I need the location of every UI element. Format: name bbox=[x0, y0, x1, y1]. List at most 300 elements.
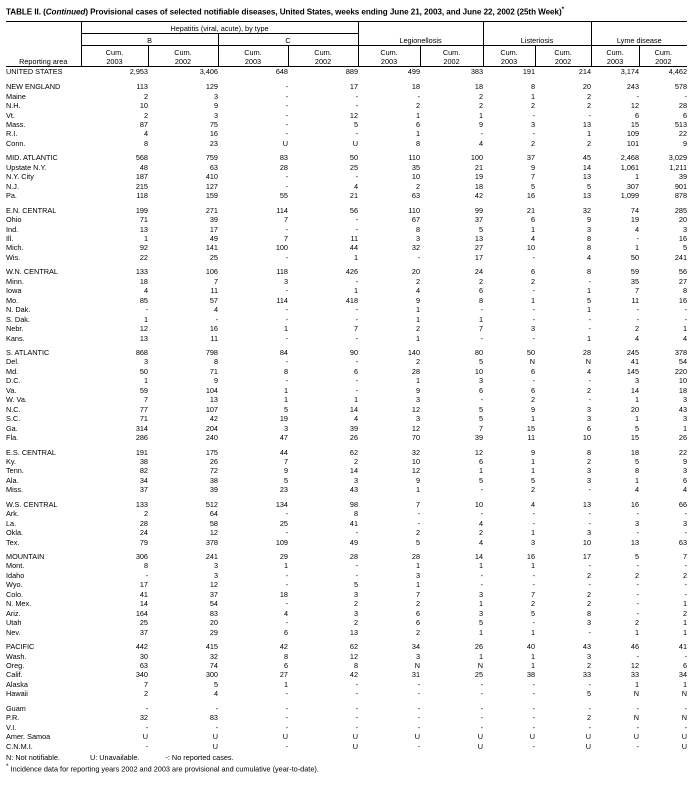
value-cell: 1 bbox=[143, 233, 148, 243]
value-cell: 75 bbox=[209, 120, 218, 129]
value-cell: 2 bbox=[415, 101, 421, 111]
value-cell: 85 bbox=[139, 295, 148, 305]
value-cell: 1 bbox=[586, 305, 592, 315]
value-cell: - bbox=[532, 679, 536, 689]
reporting-area-cell: S. Dak. bbox=[6, 314, 30, 324]
table-row bbox=[6, 367, 687, 376]
value-cell: U bbox=[352, 732, 359, 742]
value-cell: 42 bbox=[209, 414, 218, 424]
value-cell: 18 bbox=[411, 82, 421, 92]
footnote-incidence-text: Incidence data for reporting years 2002 and 2003 are provisional and cumulative (year-to-date). bbox=[8, 764, 319, 774]
reporting-area-cell: Okla. bbox=[6, 528, 24, 538]
value-cell: 13 bbox=[349, 627, 359, 637]
table-row bbox=[6, 732, 687, 741]
value-cell: 3 bbox=[682, 224, 688, 234]
reporting-area-cell: MID. ATLANTIC bbox=[6, 153, 58, 163]
table-row bbox=[6, 704, 687, 713]
value-cell: 26 bbox=[678, 433, 688, 443]
reporting-area-cell: Minn. bbox=[6, 276, 24, 286]
header-hepb-2003 bbox=[81, 46, 148, 67]
value-cell: - bbox=[532, 376, 536, 386]
value-cell: - bbox=[285, 224, 288, 234]
value-cell: 4 bbox=[353, 181, 359, 191]
value-cell: - bbox=[636, 314, 640, 324]
value-cell: 17 bbox=[209, 224, 218, 234]
value-cell: 13 bbox=[139, 224, 148, 234]
value-cell: 13 bbox=[209, 395, 218, 405]
year-label: 2003 bbox=[380, 56, 398, 66]
value-cell: 25 bbox=[209, 252, 218, 262]
value-cell: 10 bbox=[411, 172, 421, 182]
value-cell: 4 bbox=[213, 689, 218, 699]
header-listeria-2002 bbox=[535, 46, 591, 67]
value-cell: 2 bbox=[586, 570, 592, 580]
value-cell: 499 bbox=[407, 67, 421, 77]
value-cell: 5 bbox=[283, 404, 288, 414]
value-cell: - bbox=[355, 357, 359, 367]
value-cell: 2 bbox=[530, 101, 536, 111]
value-cell: 110 bbox=[408, 153, 421, 163]
table-row bbox=[6, 519, 687, 528]
value-cell: 6 bbox=[283, 661, 288, 671]
value-cell: 10 bbox=[411, 456, 421, 466]
value-cell: - bbox=[285, 376, 288, 386]
value-cell: 109 bbox=[275, 537, 288, 547]
value-cell: U bbox=[585, 732, 592, 742]
reporting-area-cell: Nebr. bbox=[6, 324, 24, 334]
reporting-area-cell: Pa. bbox=[6, 191, 17, 201]
table-row-region bbox=[6, 348, 687, 357]
value-cell: 25 bbox=[279, 518, 288, 528]
value-cell: 1 bbox=[530, 627, 536, 637]
page-title bbox=[6, 5, 687, 18]
value-cell: - bbox=[355, 224, 359, 234]
value-cell: - bbox=[285, 181, 288, 191]
year-label: 2002 bbox=[554, 56, 572, 66]
value-cell: 7 bbox=[213, 276, 218, 286]
value-cell: 1 bbox=[530, 561, 536, 571]
table-row bbox=[6, 590, 687, 599]
value-cell: 4 bbox=[530, 233, 536, 243]
value-cell: 4 bbox=[478, 518, 484, 528]
table-row bbox=[6, 92, 687, 101]
header-group-listeriosis-top bbox=[483, 22, 591, 34]
value-cell: - bbox=[684, 91, 688, 101]
value-cell: 43 bbox=[678, 404, 688, 414]
value-cell: 55 bbox=[279, 191, 288, 201]
value-cell: 12 bbox=[411, 466, 421, 476]
value-cell: 3 bbox=[682, 414, 688, 424]
value-cell: 2 bbox=[530, 599, 536, 609]
value-cell: 14 bbox=[139, 599, 148, 609]
value-cell: N bbox=[477, 661, 484, 671]
value-cell: 2 bbox=[143, 110, 148, 120]
table-row bbox=[6, 609, 687, 618]
value-cell: - bbox=[588, 110, 592, 120]
value-cell: 10 bbox=[582, 433, 592, 443]
value-cell: 1 bbox=[478, 466, 484, 476]
value-cell: 1 bbox=[415, 580, 421, 590]
table-row bbox=[6, 742, 687, 751]
reporting-area-cell: Ky. bbox=[6, 456, 17, 466]
value-cell: 11 bbox=[527, 433, 536, 443]
value-cell: 4 bbox=[682, 333, 688, 343]
reporting-area-cell: Utah bbox=[6, 618, 22, 628]
value-cell: 7 bbox=[143, 679, 148, 689]
value-cell: 18 bbox=[678, 385, 688, 395]
value-cell: 50 bbox=[139, 366, 148, 376]
value-cell: 38 bbox=[209, 475, 218, 485]
value-cell: 13 bbox=[582, 191, 592, 201]
value-cell: 34 bbox=[139, 475, 148, 485]
value-cell: - bbox=[355, 713, 359, 723]
value-cell: - bbox=[532, 689, 536, 699]
value-cell: 23 bbox=[279, 485, 288, 495]
reporting-area-cell: Fla. bbox=[6, 433, 19, 443]
value-cell: - bbox=[215, 703, 218, 713]
value-cell: 10 bbox=[678, 376, 688, 386]
value-cell: 70 bbox=[411, 433, 421, 443]
value-cell: 4 bbox=[143, 129, 148, 139]
value-cell: - bbox=[684, 314, 688, 324]
table-row bbox=[6, 628, 687, 637]
value-cell: 2 bbox=[478, 101, 484, 111]
value-cell: 6 bbox=[682, 661, 688, 671]
table-row bbox=[6, 680, 687, 689]
value-cell: 7 bbox=[143, 395, 148, 405]
value-cell: - bbox=[480, 679, 484, 689]
cum-label: Cum. bbox=[442, 48, 461, 57]
table-row bbox=[6, 395, 687, 404]
value-cell: - bbox=[636, 608, 640, 618]
reporting-area-cell: Wash. bbox=[6, 651, 27, 661]
value-cell: - bbox=[285, 305, 288, 315]
value-cell: - bbox=[145, 703, 148, 713]
value-cell: 5 bbox=[586, 689, 592, 699]
table-row bbox=[6, 172, 687, 181]
value-cell: 1 bbox=[634, 243, 640, 253]
value-cell: 46 bbox=[630, 642, 640, 652]
value-cell: 18 bbox=[139, 276, 148, 286]
value-cell: 17 bbox=[474, 252, 484, 262]
value-cell: 2 bbox=[586, 713, 592, 723]
value-cell: 5 bbox=[586, 181, 592, 191]
table-row bbox=[6, 424, 687, 433]
value-cell: 19 bbox=[630, 215, 640, 225]
header-reporting-area: Reporting area bbox=[6, 46, 81, 67]
value-cell: 1 bbox=[530, 456, 536, 466]
value-cell: 5 bbox=[682, 243, 688, 253]
value-cell: 191 bbox=[522, 67, 536, 77]
footnote-block bbox=[6, 753, 687, 775]
value-cell: - bbox=[636, 651, 640, 661]
table-head bbox=[6, 22, 687, 67]
header-group-row bbox=[6, 22, 687, 34]
value-cell: 2 bbox=[415, 357, 421, 367]
value-cell: 8 bbox=[586, 267, 592, 277]
value-cell: 1 bbox=[634, 475, 640, 485]
value-cell: 59 bbox=[630, 267, 640, 277]
value-cell: 307 bbox=[626, 181, 640, 191]
value-cell: - bbox=[636, 741, 640, 751]
value-cell: 104 bbox=[205, 385, 218, 395]
value-cell: 2 bbox=[353, 599, 359, 609]
table-row bbox=[6, 599, 687, 608]
value-cell: - bbox=[285, 689, 288, 699]
value-cell: 10 bbox=[582, 537, 592, 547]
table-row bbox=[6, 386, 687, 395]
value-cell: - bbox=[532, 741, 536, 751]
value-cell: - bbox=[588, 703, 592, 713]
value-cell: 9 bbox=[213, 101, 218, 111]
year-label: 2003 bbox=[606, 56, 624, 66]
value-cell: 3 bbox=[213, 570, 218, 580]
value-cell: 113 bbox=[136, 82, 148, 92]
value-cell: 4 bbox=[478, 537, 484, 547]
header-sub-hepatitis-c: C bbox=[218, 34, 358, 46]
table-row bbox=[6, 234, 687, 243]
header-listeria-2003 bbox=[483, 46, 535, 67]
value-cell: 2 bbox=[415, 528, 421, 538]
table-row bbox=[6, 689, 687, 698]
value-cell: 7 bbox=[530, 589, 536, 599]
value-cell: 6 bbox=[283, 627, 288, 637]
value-cell: - bbox=[215, 722, 218, 732]
value-cell: 3 bbox=[415, 395, 421, 405]
value-cell: 1 bbox=[682, 423, 688, 433]
reporting-area-cell: MOUNTAIN bbox=[6, 552, 45, 562]
table-row bbox=[6, 324, 687, 333]
value-cell: 32 bbox=[582, 205, 592, 215]
value-cell: 3,406 bbox=[199, 67, 218, 77]
value-cell: - bbox=[588, 518, 592, 528]
footnote-marker: * bbox=[6, 763, 9, 771]
year-label: 2002 bbox=[655, 56, 672, 66]
header-blank-corner bbox=[6, 22, 81, 34]
table-row bbox=[6, 661, 687, 670]
value-cell: 187 bbox=[135, 172, 148, 182]
value-cell: 11 bbox=[631, 295, 640, 305]
value-cell: 26 bbox=[474, 642, 484, 652]
value-cell: - bbox=[588, 627, 592, 637]
value-cell: - bbox=[417, 722, 421, 732]
table-row bbox=[6, 305, 687, 314]
value-cell: 10 bbox=[474, 366, 484, 376]
value-cell: - bbox=[285, 528, 288, 538]
value-cell: 8 bbox=[353, 661, 359, 671]
value-cell: 5 bbox=[478, 475, 484, 485]
value-cell: 1 bbox=[682, 324, 688, 334]
value-cell: - bbox=[285, 110, 288, 120]
value-cell: 32 bbox=[411, 243, 421, 253]
value-cell: U bbox=[681, 732, 688, 742]
value-cell: 2 bbox=[353, 618, 359, 628]
value-cell: - bbox=[417, 679, 421, 689]
value-cell: 35 bbox=[630, 276, 640, 286]
value-cell: - bbox=[355, 703, 359, 713]
value-cell: 199 bbox=[135, 205, 148, 215]
value-cell: 26 bbox=[349, 433, 359, 443]
value-cell: 243 bbox=[626, 82, 640, 92]
value-cell: 37 bbox=[139, 485, 148, 495]
cum-label: Cum. bbox=[174, 48, 192, 57]
reporting-area-cell: Hawaii bbox=[6, 689, 28, 699]
value-cell: 4 bbox=[634, 333, 640, 343]
value-cell: 4 bbox=[213, 305, 218, 315]
value-cell: 32 bbox=[411, 447, 421, 457]
value-cell: 8 bbox=[586, 447, 592, 457]
value-cell: - bbox=[480, 580, 484, 590]
value-cell: 114 bbox=[276, 295, 288, 305]
value-cell: 18 bbox=[474, 82, 484, 92]
value-cell: 12 bbox=[630, 661, 640, 671]
value-cell: 12 bbox=[139, 324, 148, 334]
value-cell: 99 bbox=[474, 205, 484, 215]
value-cell: - bbox=[355, 314, 359, 324]
value-cell: - bbox=[355, 679, 359, 689]
value-cell: N bbox=[585, 357, 592, 367]
reporting-area-cell: P.R. bbox=[6, 713, 20, 723]
value-cell: 191 bbox=[135, 447, 148, 457]
value-cell: U bbox=[142, 732, 148, 742]
value-cell: 2 bbox=[415, 627, 421, 637]
table-row bbox=[6, 225, 687, 234]
value-cell: 16 bbox=[209, 129, 218, 139]
value-cell: 2 bbox=[143, 91, 148, 101]
value-cell: 3 bbox=[353, 608, 359, 618]
value-cell: 21 bbox=[526, 205, 536, 215]
value-cell: 39 bbox=[209, 485, 218, 495]
value-cell: 3 bbox=[682, 466, 688, 476]
value-cell: - bbox=[588, 324, 592, 334]
reporting-area-cell: PACIFIC bbox=[6, 642, 35, 652]
value-cell: 2 bbox=[682, 570, 688, 580]
value-cell: 1 bbox=[530, 91, 536, 101]
header-sub-hepatitis-b: B bbox=[81, 34, 218, 46]
value-cell: - bbox=[532, 129, 536, 139]
value-cell: 54 bbox=[678, 357, 688, 367]
value-cell: 5 bbox=[586, 295, 592, 305]
value-cell: 5 bbox=[478, 224, 484, 234]
table-row-region bbox=[6, 206, 687, 215]
value-cell: 6 bbox=[634, 110, 640, 120]
header-blank-corner-2 bbox=[6, 34, 81, 46]
value-cell: 145 bbox=[626, 366, 640, 376]
value-cell: - bbox=[480, 305, 484, 315]
value-cell: 418 bbox=[345, 295, 359, 305]
value-cell: 23 bbox=[209, 138, 218, 148]
value-cell: 5 bbox=[353, 580, 359, 590]
value-cell: 74 bbox=[630, 205, 640, 215]
value-cell: - bbox=[532, 509, 536, 519]
value-cell: 39 bbox=[349, 423, 359, 433]
value-cell: 3 bbox=[682, 518, 688, 528]
value-cell: 5 bbox=[530, 181, 536, 191]
table-row bbox=[6, 101, 687, 110]
value-cell: 49 bbox=[209, 233, 218, 243]
value-cell: 9 bbox=[530, 404, 536, 414]
value-cell: 39 bbox=[209, 215, 218, 225]
value-cell: 44 bbox=[279, 447, 288, 457]
value-cell: 44 bbox=[349, 243, 359, 253]
value-cell: 5 bbox=[634, 456, 640, 466]
reporting-area-cell: Guam bbox=[6, 703, 26, 713]
value-cell: 133 bbox=[135, 267, 148, 277]
value-cell: - bbox=[636, 509, 640, 519]
value-cell: 285 bbox=[674, 205, 688, 215]
value-cell: 1 bbox=[478, 314, 484, 324]
reporting-area-cell: R.I. bbox=[6, 129, 18, 139]
value-cell: 2 bbox=[478, 528, 484, 538]
value-cell: 9 bbox=[415, 385, 421, 395]
value-cell: 8 bbox=[530, 82, 536, 92]
reporting-area-cell: Kans. bbox=[6, 333, 25, 343]
value-cell: 2 bbox=[415, 181, 421, 191]
table-row bbox=[6, 376, 687, 385]
value-cell: 18 bbox=[474, 181, 484, 191]
value-cell: 1 bbox=[478, 599, 484, 609]
value-cell: 7 bbox=[283, 233, 288, 243]
value-cell: 3 bbox=[213, 91, 218, 101]
header-lyme-2003 bbox=[591, 46, 639, 67]
value-cell: 20 bbox=[678, 215, 688, 225]
value-cell: 66 bbox=[678, 499, 688, 509]
value-cell: 6 bbox=[478, 286, 484, 296]
value-cell: 2 bbox=[143, 509, 148, 519]
value-cell: 134 bbox=[275, 499, 288, 509]
value-cell: 27 bbox=[678, 276, 688, 286]
table-row bbox=[6, 485, 687, 494]
value-cell: 3 bbox=[530, 324, 536, 334]
header-hepb-2002 bbox=[148, 46, 218, 67]
value-cell: 74 bbox=[209, 661, 218, 671]
value-cell: U bbox=[529, 732, 536, 742]
value-cell: 2 bbox=[586, 661, 592, 671]
value-cell: - bbox=[285, 129, 288, 139]
year-label: 2003 bbox=[500, 56, 518, 66]
value-cell: - bbox=[417, 509, 421, 519]
value-cell: 2 bbox=[143, 689, 148, 699]
value-cell: - bbox=[480, 395, 484, 405]
value-cell: 34 bbox=[678, 670, 688, 680]
value-cell: 6 bbox=[353, 366, 359, 376]
value-cell: 63 bbox=[139, 661, 148, 671]
value-cell: 63 bbox=[209, 162, 218, 172]
value-cell: - bbox=[588, 485, 592, 495]
value-cell: 28 bbox=[411, 366, 421, 376]
table-row-region bbox=[6, 448, 687, 457]
table-body bbox=[6, 67, 687, 751]
value-cell: 3 bbox=[415, 570, 421, 580]
reporting-area-cell: Wyo. bbox=[6, 580, 23, 590]
value-cell: 16 bbox=[526, 191, 536, 201]
value-cell: 38 bbox=[526, 670, 536, 680]
value-cell: 40 bbox=[526, 642, 536, 652]
value-cell: 578 bbox=[674, 82, 688, 92]
table-row bbox=[6, 357, 687, 366]
notifiable-diseases-table bbox=[6, 21, 687, 751]
value-cell: 878 bbox=[674, 191, 688, 201]
value-cell: 1 bbox=[530, 651, 536, 661]
value-cell: 1 bbox=[586, 333, 592, 343]
value-cell: 1 bbox=[283, 385, 288, 395]
header-legion-2003 bbox=[358, 46, 420, 67]
value-cell: 2 bbox=[530, 395, 536, 405]
value-cell: 12 bbox=[411, 423, 421, 433]
table-row bbox=[6, 571, 687, 580]
value-cell: N bbox=[681, 689, 688, 699]
value-cell: 340 bbox=[135, 670, 148, 680]
